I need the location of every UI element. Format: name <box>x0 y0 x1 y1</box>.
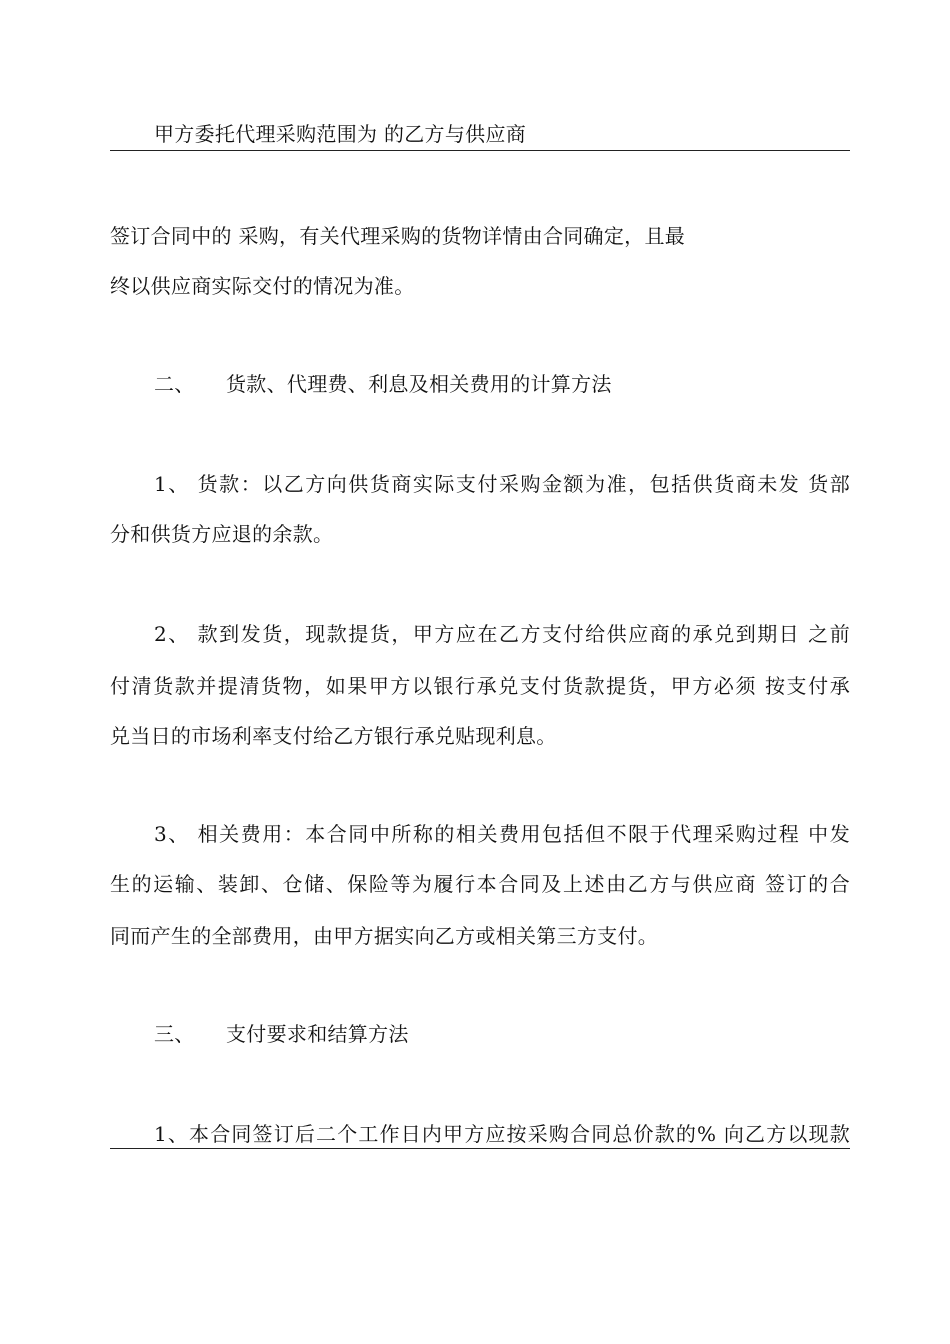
horizontal-rule-top <box>110 150 850 151</box>
section-heading-2 <box>154 370 612 398</box>
text-line-contract: 签订合同中的 采购，有关代理采购的货物详情由合同确定，且最 <box>110 224 686 248</box>
paragraph-2-line-2: 付清货款并提清货物，如果甲方以银行承兑支付货款提货，甲方必须 按支付承 <box>110 674 850 698</box>
paragraph-1-line-2: 分和供货方应退的余款。 <box>110 522 334 546</box>
text-line-scope: 甲方委托代理采购范围为 的乙方与供应商 <box>154 122 527 146</box>
text-line-delivery: 终以供应商实际交付的情况为准。 <box>110 274 415 298</box>
section-heading-3 <box>154 1020 409 1048</box>
section-number-3: 三、 <box>154 1022 195 1046</box>
section-title-2: 货款、代理费、利息及相关费用的计算方法 <box>226 372 612 396</box>
paragraph-3-line-1: 3、 相关费用：本合同中所称的相关费用包括但不限于代理采购过程 中发 <box>154 822 850 846</box>
section-number-2: 二、 <box>154 372 195 396</box>
paragraph-3-line-3: 同而产生的全部费用，由甲方据实向乙方或相关第三方支付。 <box>110 924 659 948</box>
paragraph-2-line-3: 兑当日的市场利率支付给乙方银行承兑贴现利息。 <box>110 724 557 748</box>
section-title-3: 支付要求和结算方法 <box>226 1022 409 1046</box>
paragraph-1-line-1: 1、 货款：以乙方向供货商实际支付采购金额为准，包括供货商未发 货部 <box>154 472 850 496</box>
paragraph-2-line-1: 2、 款到发货，现款提货，甲方应在乙方支付给供应商的承兑到期日 之前 <box>154 622 850 646</box>
paragraph-3-line-2: 生的运输、装卸、仓储、保险等为履行本合同及上述由乙方与供应商 签订的合 <box>110 872 850 896</box>
paragraph-4-line-1: 1、本合同签订后二个工作日内甲方应按采购合同总价款的% 向乙方以现款 <box>154 1122 850 1146</box>
horizontal-rule-bottom <box>110 1148 850 1149</box>
